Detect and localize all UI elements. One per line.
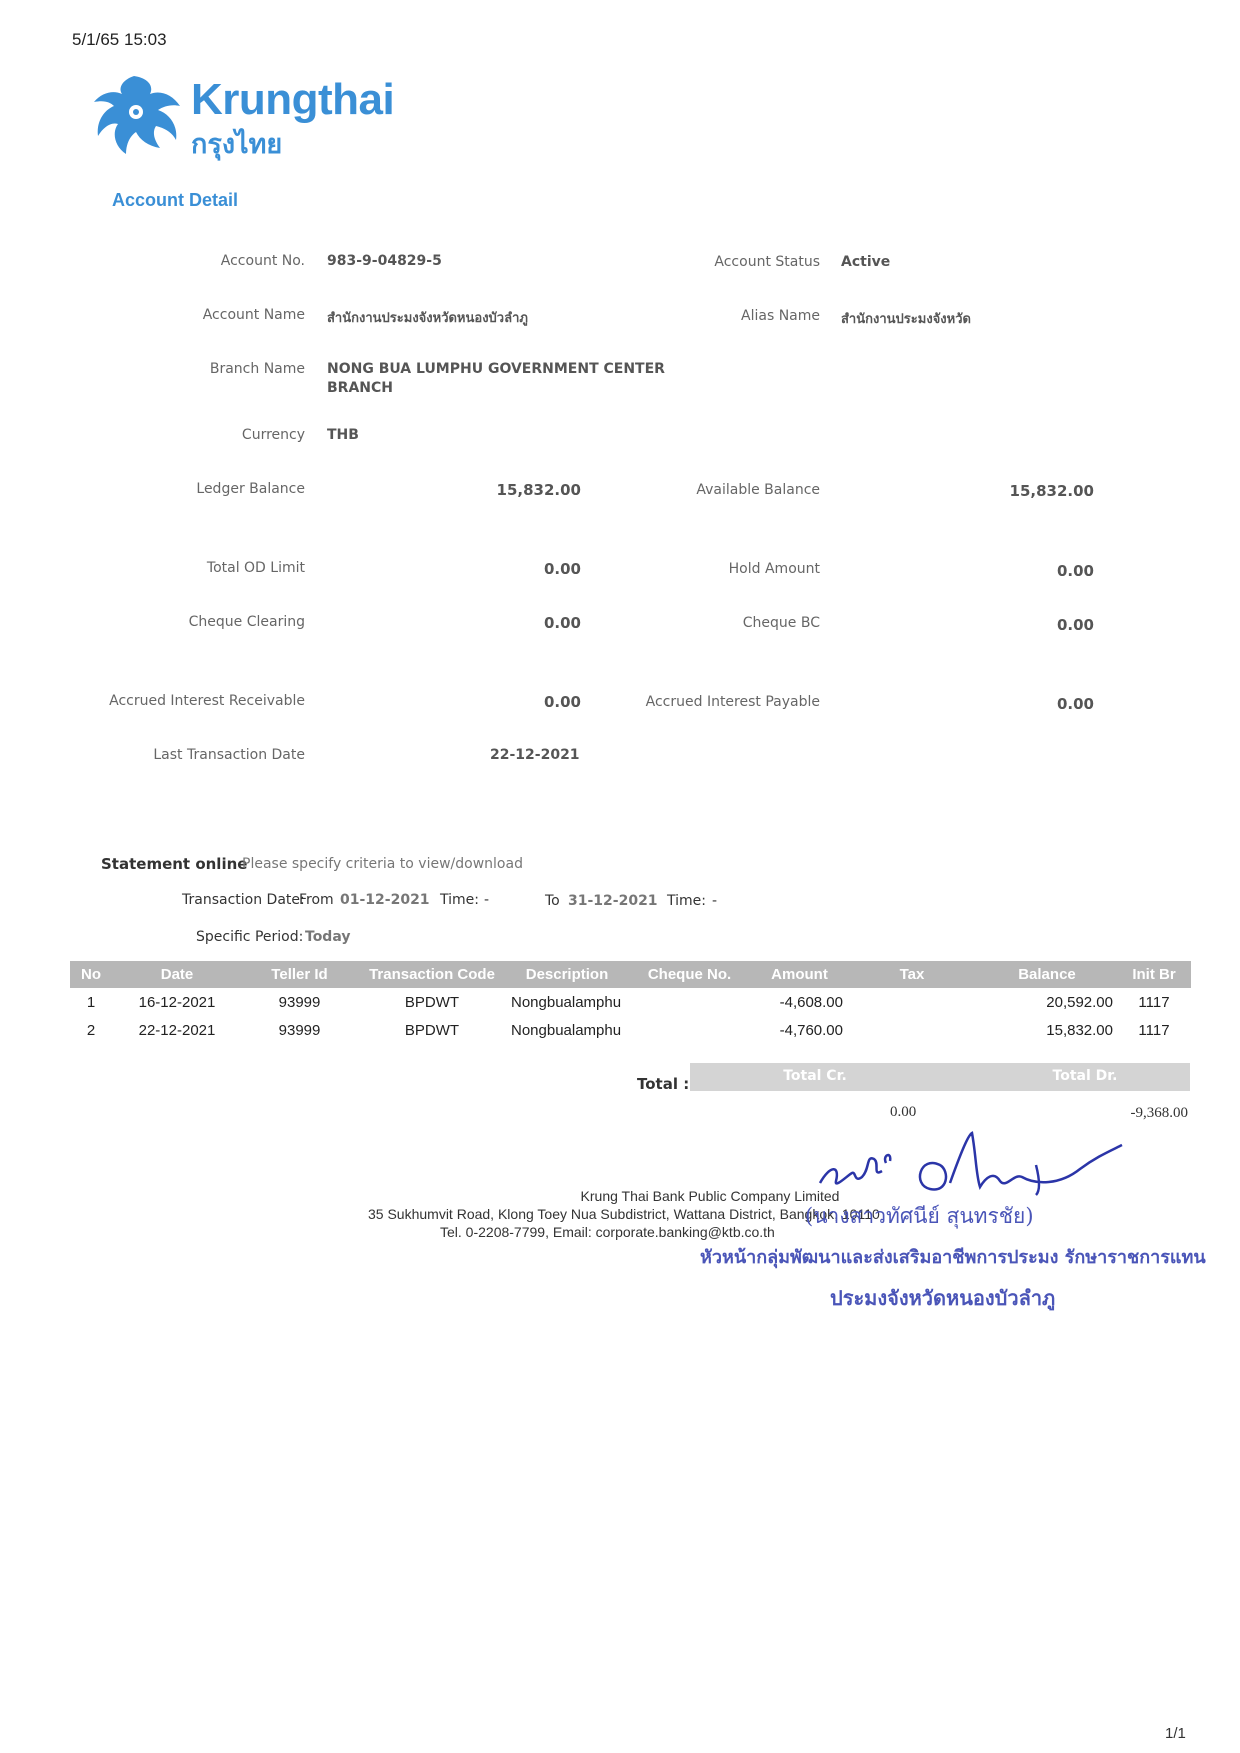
time-to-value[interactable]: - (712, 893, 718, 909)
od-limit-value: 0.00 (543, 560, 581, 578)
column-header: No (70, 961, 112, 988)
column-header: Cheque No. (627, 961, 752, 988)
accrued-interest-receivable-value: 0.00 (543, 693, 581, 711)
cell-description: Nongbualamphu (511, 1021, 622, 1039)
column-header: Amount (752, 961, 847, 988)
total-cr-value: 0.00 (890, 1104, 917, 1120)
total-dr-header: Total Dr. (1052, 1068, 1118, 1084)
table-header-row (70, 961, 1191, 988)
total-label: Total : (637, 1075, 690, 1093)
section-title: Account Detail (112, 190, 239, 210)
totals-header-bar (690, 1063, 1190, 1091)
alias-name-value: สำนักงานประมงจังหวัด (841, 312, 971, 327)
ledger-balance-label: Ledger Balance (196, 481, 305, 497)
time-from-label: Time: (440, 892, 479, 908)
cell-amount: -4,608.00 (779, 993, 843, 1011)
page-number: 1/1 (1165, 1725, 1186, 1742)
specific-period-value[interactable]: Today (305, 929, 351, 945)
brand-name-en: Krungthai (191, 75, 395, 124)
transaction-table (70, 961, 1191, 1044)
stamp-name: (นางสาวทัศนีย์ สุนทรชัย) (805, 1204, 1034, 1228)
cheque-clearing-label: Cheque Clearing (188, 614, 305, 630)
cell-tax (847, 988, 977, 1016)
hold-amount-label: Hold Amount (728, 561, 820, 577)
from-label: From (299, 892, 334, 908)
cell-teller-id: 93999 (278, 993, 321, 1011)
column-header: Tax (847, 961, 977, 988)
cell-transaction-code: BPDWT (404, 1021, 460, 1039)
cell-init-br: 1117 (1138, 993, 1170, 1011)
last-transaction-date-label: Last Transaction Date (153, 747, 305, 763)
to-label: To (545, 893, 560, 909)
cell-no: 2 (86, 1021, 96, 1039)
cell-date: 16-12-2021 (138, 993, 216, 1011)
footer-contact: Tel. 0-2208-7799, Email: corporate.banking@ktb.co.th (440, 1224, 775, 1240)
account-no-label: Account No. (220, 253, 305, 269)
cell-date: 22-12-2021 (138, 1021, 216, 1039)
column-header: Teller Id (242, 961, 357, 988)
hold-amount-value: 0.00 (1056, 562, 1094, 580)
cheque-bc-label: Cheque BC (742, 615, 820, 631)
cell-cheque-no (627, 1016, 752, 1044)
column-header: Date (112, 961, 242, 988)
accrued-interest-payable-value: 0.00 (1056, 695, 1094, 713)
currency-label: Currency (241, 427, 305, 443)
table-row (70, 1016, 1191, 1044)
available-balance-value: 15,832.00 (1009, 482, 1094, 500)
column-header: Description (507, 961, 627, 988)
account-status-value: Active (841, 254, 891, 270)
to-date-value[interactable]: 31-12-2021 (568, 893, 658, 909)
account-no-value: 983-9-04829-5 (327, 253, 442, 269)
branch-name-line1: NONG BUA LUMPHU GOVERNMENT CENTER (327, 361, 665, 377)
table-row (70, 988, 1191, 1016)
cell-no: 1 (86, 993, 96, 1011)
total-dr-value: -9,368.00 (1130, 1105, 1188, 1121)
cheque-clearing-value: 0.00 (543, 614, 581, 632)
footer-address: 35 Sukhumvit Road, Klong Toey Nua Subdistrict, Wattana District, Bangkok, 10110 (368, 1206, 880, 1222)
account-status-label: Account Status (714, 254, 820, 270)
account-name-value: สำนักงานประมงจังหวัดหนองบัวลำภู (327, 311, 528, 326)
cell-teller-id: 93999 (278, 1021, 321, 1039)
cell-amount: -4,760.00 (779, 1021, 843, 1039)
footer-company: Krung Thai Bank Public Company Limited (580, 1188, 840, 1204)
time-from-value[interactable]: - (484, 892, 490, 908)
time-to-label: Time: (667, 893, 706, 909)
cell-balance: 20,592.00 (1046, 993, 1113, 1011)
od-limit-label: Total OD Limit (206, 560, 305, 576)
column-header: Balance (977, 961, 1117, 988)
cell-description: Nongbualamphu (511, 993, 622, 1011)
accrued-interest-payable-label: Accrued Interest Payable (645, 694, 820, 710)
column-header: Transaction Code (357, 961, 507, 988)
statement-hint: Please specify criteria to view/download (242, 856, 523, 872)
accrued-interest-receivable-label: Accrued Interest Receivable (109, 693, 305, 709)
from-date-value[interactable]: 01-12-2021 (340, 892, 430, 908)
stamp-position-line2: ประมงจังหวัดหนองบัวลำภู (830, 1286, 1056, 1310)
cheque-bc-value: 0.00 (1056, 616, 1094, 634)
cell-tax (847, 1016, 977, 1044)
cell-cheque-no (627, 988, 752, 1016)
cell-transaction-code: BPDWT (404, 993, 460, 1011)
specific-period-label: Specific Period: (196, 929, 304, 945)
last-transaction-date-value: 22-12-2021 (490, 747, 580, 763)
column-header: Init Br (1117, 961, 1191, 988)
branch-name-line2: BRANCH (327, 380, 393, 396)
alias-name-label: Alias Name (741, 308, 820, 324)
currency-value: THB (327, 427, 359, 443)
statement-title: Statement online (101, 855, 248, 873)
cell-balance: 15,832.00 (1046, 1021, 1113, 1039)
available-balance-label: Available Balance (696, 482, 820, 498)
total-cr-header: Total Cr. (783, 1068, 847, 1084)
cell-init-br: 1117 (1138, 1021, 1170, 1039)
account-name-label: Account Name (202, 307, 305, 323)
transaction-date-label: Transaction Date: (182, 892, 305, 908)
branch-name-label: Branch Name (209, 361, 305, 377)
krungthai-logo-icon (86, 70, 182, 160)
stamp-position-line1: หัวหน้ากลุ่มพัฒนาและส่งเสริมอาชีพการประมง รักษาราชการแทน (700, 1247, 1206, 1268)
ledger-balance-value: 15,832.00 (496, 481, 581, 499)
print-datetime: 5/1/65 15:03 (72, 30, 167, 49)
brand-name-th: กรุงไทย (191, 129, 283, 159)
